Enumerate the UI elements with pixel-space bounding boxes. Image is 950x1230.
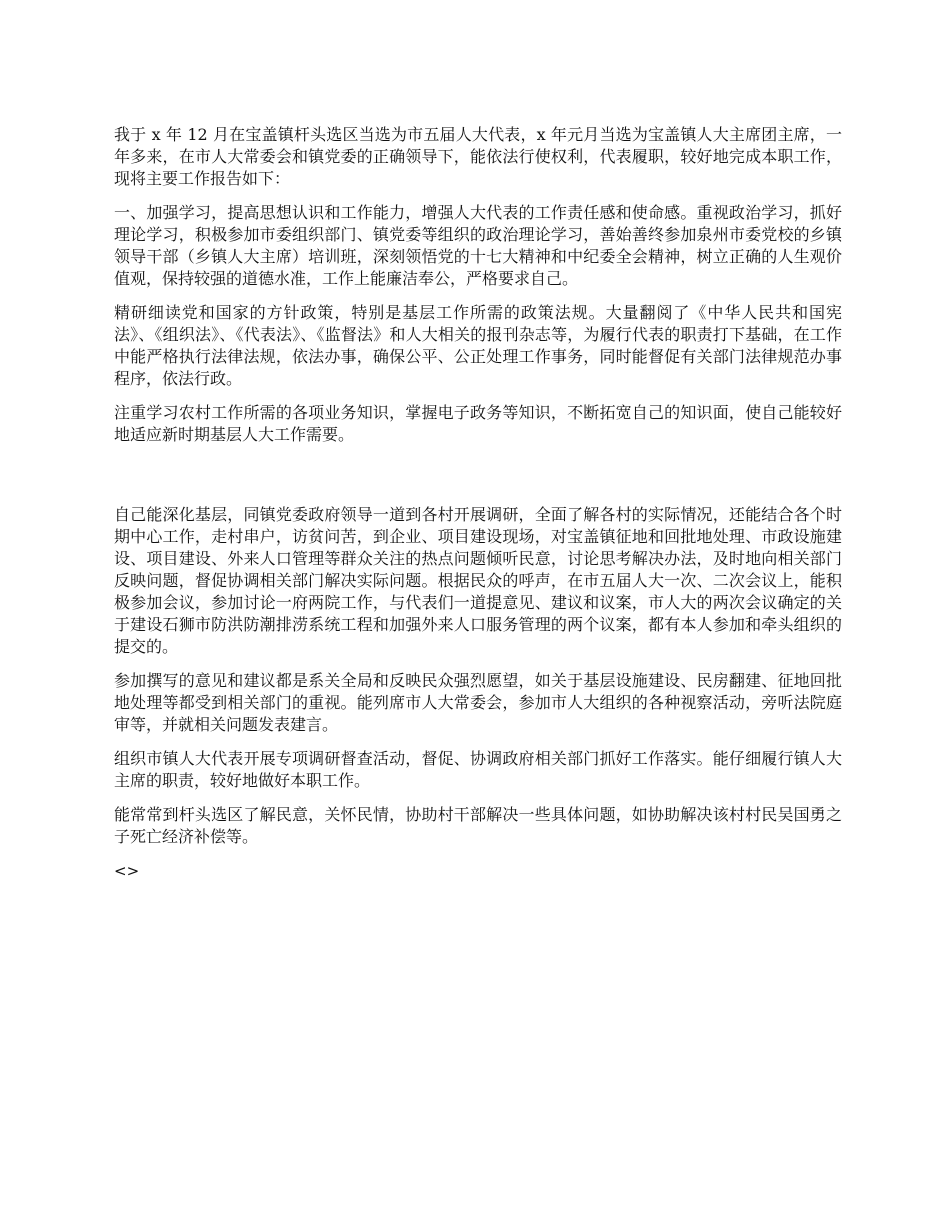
paragraph-policy-study: 精研细读党和国家的方针政策，特别是基层工作所需的政策法规。大量翻阅了《中华人民共和国宪法》、《组织法》、《代表法》、《监督法》和人大相关的报刊杂志等，为履行代表的职责打下基础，在工作中能严格执行法律法规，依法办事，确保公平、公正处理工作事务，同时能督促有关部门法律规范办事程序，依法行政。 — [114, 303, 842, 388]
section-gap — [114, 458, 842, 504]
paragraph-grassroots-research: 自己能深化基层，同镇党委政府领导一道到各村开展调研，全面了解各村的实际情况，还能结合各个时期中心工作，走村串户，访贫问苦，到企业、项目建设现场，对宝盖镇征地和回批地处理、市政设施建设、项目建设、外来人口管理等群众关注的热点问题倾听民意，讨论思考解决办法，及时地向相关部门反映问题，督促协调相关部门解决实际问题。根据民众的呼声，在市五届人大一次、二次会议上，能积极参加会议，参加讨论一府两院工作，与代表们一道提意见、建议和议案，市人大的两次会议确定的关于建设石狮市防洪防潮排涝系统工程和加强外来人口服务管理的两个议案，都有本人参加和牵头组织的提交的。 — [114, 505, 842, 656]
end-mark: <> — [114, 862, 140, 880]
paragraph-intro: 我于 x 年 12 月在宝盖镇杆头选区当选为市五届人大代表，x 年元月当选为宝盖镇人大主席团主席，一年多来，在市人大常委会和镇党委的正确领导下，能依法行使权利，代表履职，较好地完成本职工作，现将主要工作报告如下： — [114, 125, 842, 188]
paragraph-supervision: 组织市镇人大代表开展专项调研督查活动，督促、协调政府相关部门抓好工作落实。能仔细履行镇人大主席的职责，较好地做好本职工作。 — [114, 749, 842, 790]
paragraph-rural-knowledge: 注重学习农村工作所需的各项业务知识，掌握电子政务等知识，不断拓宽自己的知识面，使自己能较好地适应新时期基层人大工作需要。 — [114, 403, 842, 444]
paragraph-constituency: 能常常到杆头选区了解民意，关怀民情，协助村干部解决一些具体问题，如协助解决该村村民吴国勇之子死亡经济补偿等。 — [114, 805, 842, 846]
document-body — [114, 124, 842, 882]
paragraph-suggestions: 参加撰写的意见和建议都是系关全局和反映民众强烈愿望，如关于基层设施建设、民房翻建、征地回批地处理等都受到相关部门的重视。能列席市人大常委会，参加市人大组织的各种视察活动，旁听法院庭审等，并就相关问题发表建言。 — [114, 671, 842, 734]
paragraph-study-section: 一、加强学习，提高思想认识和工作能力，增强人大代表的工作责任感和使命感。重视政治学习，抓好理论学习，积极参加市委组织部门、镇党委等组织的政治理论学习，善始善终参加泉州市委党校的乡镇领导干部（乡镇人大主席）培训班，深刻领悟党的十七大精神和中纪委全会精神，树立正确的人生观价值观，保持较强的道德水准，工作上能廉洁奉公，严格要求自己。 — [114, 203, 842, 288]
